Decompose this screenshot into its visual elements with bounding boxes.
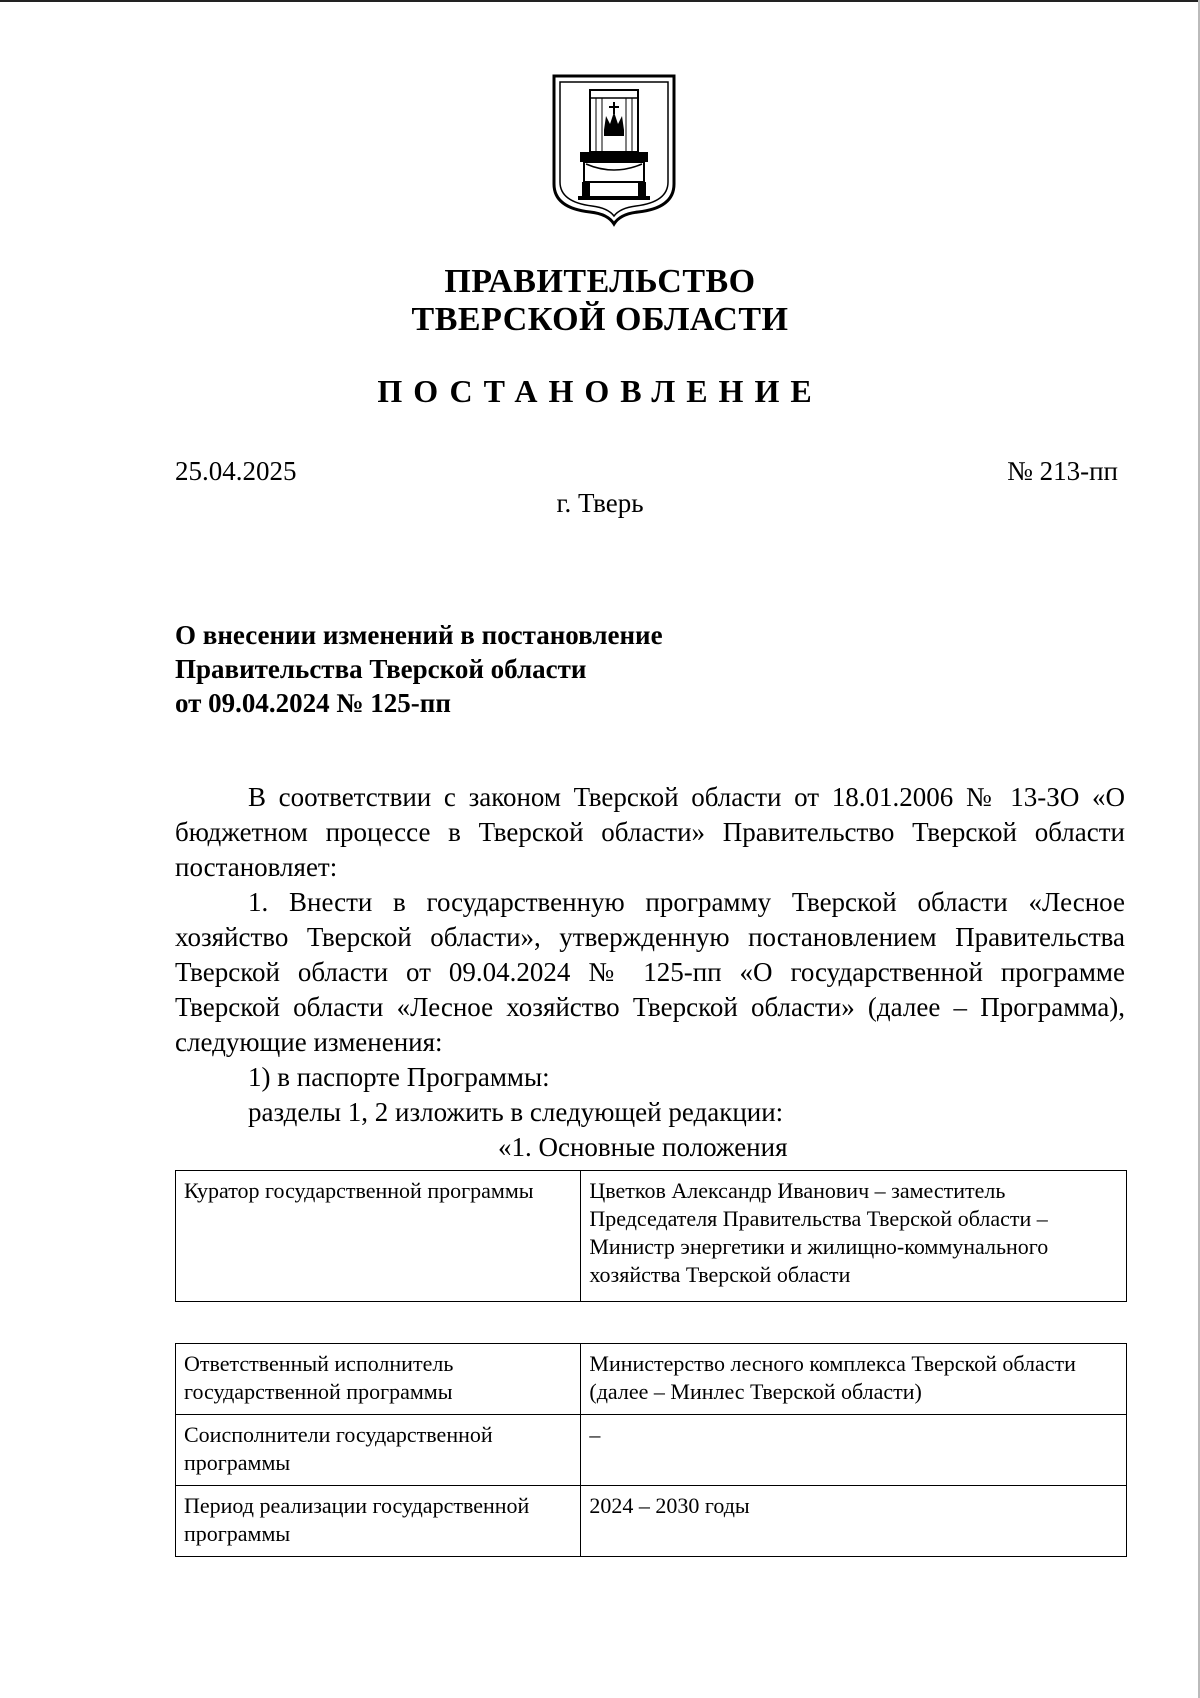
subject-line-2: Правительства Тверской области <box>175 654 587 684</box>
document-subject <box>175 618 875 720</box>
subject-line-3: от 09.04.2024 № 125-пп <box>175 688 451 718</box>
table-cell-label: Период реализации государственной программы <box>176 1486 581 1557</box>
passport-table-curator <box>175 1170 1127 1302</box>
document-number: № 213-пп <box>1007 456 1118 486</box>
document-city: г. Тверь <box>556 488 644 518</box>
scan-edge-top <box>0 0 1200 2</box>
table-row <box>176 1171 1127 1302</box>
table-row <box>176 1486 1127 1557</box>
document-type-title: ПОСТАНОВЛЕНИЕ <box>377 373 823 409</box>
org-name-line-1: ПРАВИТЕЛЬСТВО <box>444 263 756 300</box>
table-cell-label: Ответственный исполнитель государственной программы <box>176 1344 581 1415</box>
table-cell-value: 2024 – 2030 годы <box>581 1486 1127 1557</box>
subitem-1-paragraph: 1) в паспорте Программы: <box>248 1062 550 1092</box>
table-row <box>176 1415 1127 1486</box>
subitem-2-paragraph: разделы 1, 2 изложить в следующей редакции: <box>248 1097 784 1127</box>
table-row <box>176 1344 1127 1415</box>
item-1-paragraph: 1. Внести в государственную программу Тверской области «Лесное хозяйство Тверской области», утвержденную постановлением Правительства Тверской области от 09.04.2024 № 125-пп «О государственной программе Тверской области «Лесное хозяйство Тверской области» (далее – Программа), следующие изменения: <box>175 887 1125 1057</box>
passport-table-main <box>175 1343 1127 1557</box>
table-cell-value: Министерство лесного комплекса Тверской области (далее – Минлес Тверской области) <box>581 1344 1127 1415</box>
table-cell-label: Соисполнители государственной программы <box>176 1415 581 1486</box>
coat-of-arms-emblem-icon <box>550 72 678 228</box>
document-body <box>175 780 1125 1165</box>
subject-line-1: О внесении изменений в постановление <box>175 620 663 650</box>
table-cell-value: – <box>581 1415 1127 1486</box>
preamble-paragraph: В соответствии с законом Тверской области от 18.01.2006 № 13-ЗО «О бюджетном процессе в Тверской области» Правительство Тверской области постановляет: <box>175 782 1125 882</box>
org-name-line-2: ТВЕРСКОЙ ОБЛАСТИ <box>411 301 789 338</box>
table-cell-value: Цветков Александр Иванович – заместитель Председателя Правительства Тверской области – Министр энергетики и жилищно-коммунального хозяйства Тверской области <box>581 1171 1127 1302</box>
table-cell-label: Куратор государственной программы <box>176 1171 581 1302</box>
section-title: «1. Основные положения <box>498 1132 788 1162</box>
document-date: 25.04.2025 <box>175 456 297 486</box>
